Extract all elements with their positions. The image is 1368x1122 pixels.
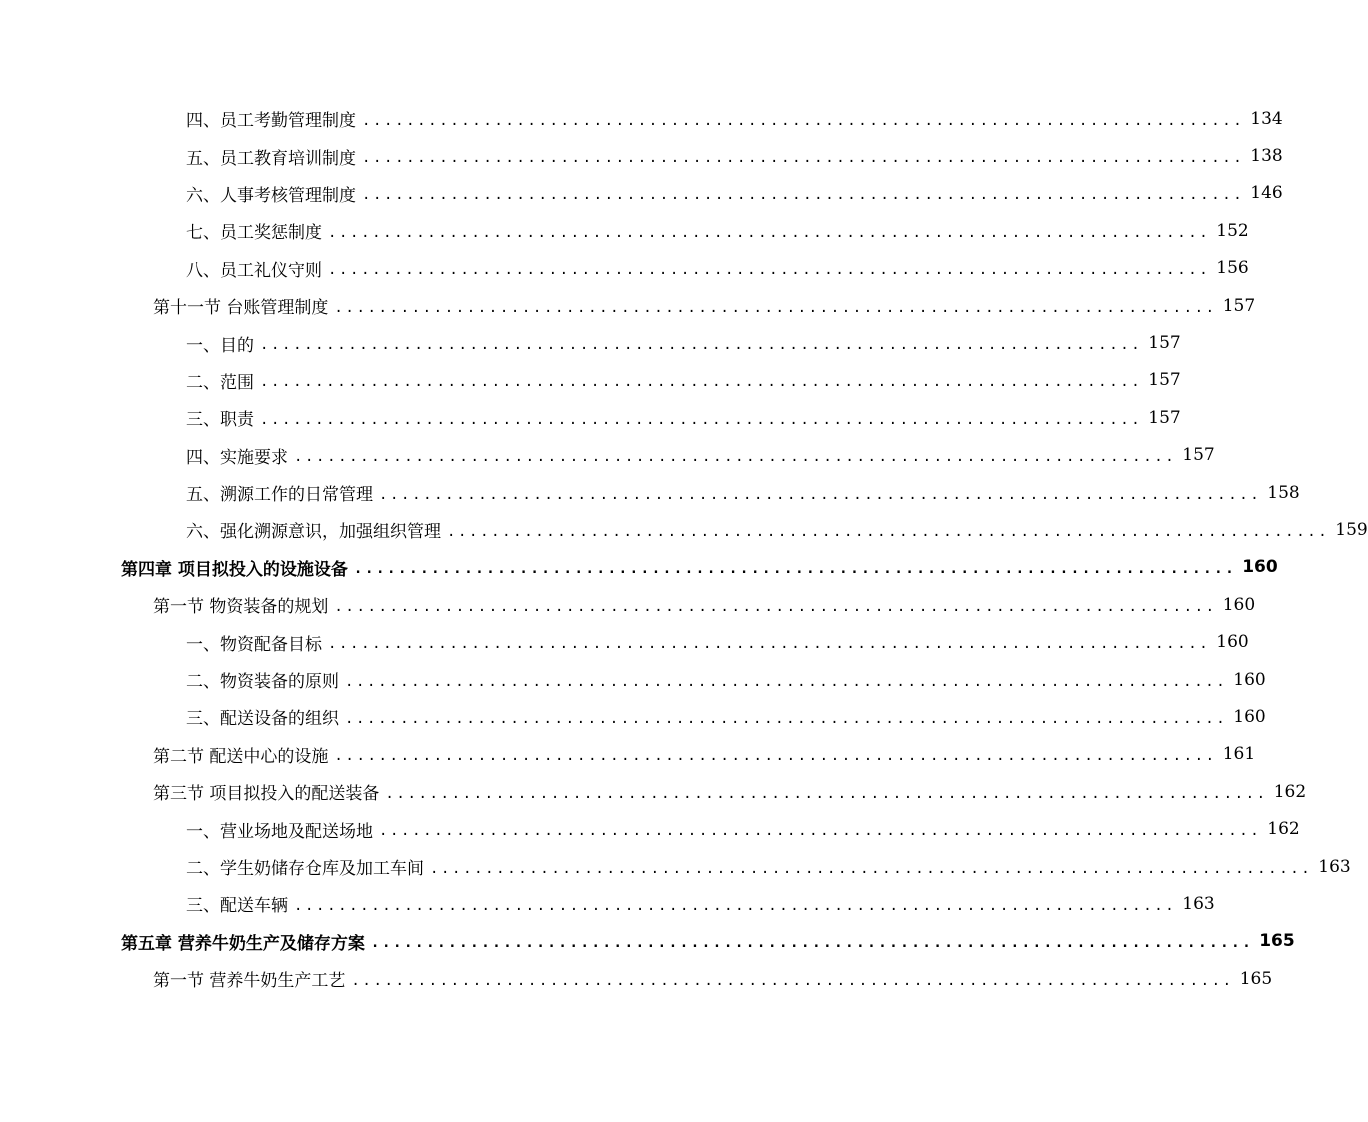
toc-entry[interactable] [0,137,1283,174]
toc-entry[interactable] [0,661,1266,698]
toc-dot-leader: ................................................................................ [334,598,1217,615]
toc-entry-title: 七、员工奖惩制度 [186,223,322,244]
toc-entry-page: 162 [1267,819,1300,840]
toc-entry-title: 第一节 物资装备的规划 [153,597,329,618]
toc-entry-title: 八、员工礼仪守则 [186,260,322,281]
toc-entry[interactable] [0,810,1300,847]
toc-entry[interactable] [0,362,1181,399]
toc-entry[interactable] [0,773,1307,810]
toc-entry-page: 160 [1242,557,1278,578]
toc-entry-page: 138 [1250,146,1283,167]
toc-entry-title: 第三节 项目拟投入的配送装备 [153,784,380,805]
toc-entry-page: 160 [1222,594,1256,615]
toc-entry-page: 157 [1148,407,1181,428]
toc-dot-leader: ................................................................................ [362,112,1245,129]
toc-dot-leader: ................................................................................ [345,710,1228,727]
toc-entry-page: 134 [1250,108,1283,129]
toc-dot-leader: ................................................................................ [345,673,1228,690]
toc-entry-page: 146 [1250,183,1283,204]
toc-entry-title: 四、员工考勤管理制度 [186,111,356,132]
toc-entry[interactable] [0,736,1256,773]
toc-dot-leader: ................................................................................ [328,262,1211,279]
toc-entry-title: 二、物资装备的原则 [186,672,339,693]
toc-dot-leader: ................................................................................ [379,486,1262,503]
toc-entry-title: 六、强化溯源意识，加强组织管理 [186,522,441,543]
toc-entry-page: 157 [1222,295,1256,316]
toc-entry-title: 一、营业场地及配送场地 [186,821,373,842]
toc-entry-page: 163 [1318,856,1351,877]
toc-entry[interactable] [0,885,1215,922]
toc-dot-leader: ................................................................................ [334,299,1217,316]
toc-entry-page: 159 [1335,519,1368,540]
toc-entry[interactable] [0,698,1266,735]
toc-entry[interactable] [0,212,1249,249]
toc-entry-title: 一、目的 [186,335,254,356]
toc-entry[interactable] [0,100,1283,137]
toc-entry-title: 第四章 项目拟投入的设施设备 [121,559,348,580]
toc-dot-leader: ................................................................................ [353,561,1237,578]
toc-dot-leader: ................................................................................ [379,823,1262,840]
toc-dot-leader: ................................................................................ [351,972,1234,989]
toc-entry[interactable] [0,399,1181,436]
toc-entry-title: 六、人事考核管理制度 [186,185,356,206]
toc-entry-title: 第十一节 台账管理制度 [153,298,329,319]
toc-entry-title: 第二节 配送中心的设施 [153,746,329,767]
toc-entry[interactable] [0,437,1215,474]
toc-entry-title: 三、配送车辆 [186,896,288,917]
toc-entry[interactable] [0,960,1273,997]
toc-dot-leader: ................................................................................ [447,523,1330,540]
toc-entry-page: 160 [1216,632,1249,653]
toc-entry-title: 一、物资配备目标 [186,634,322,655]
toc-dot-leader: ................................................................................ [260,374,1143,391]
toc-dot-leader: ................................................................................ [328,636,1211,653]
toc-dot-leader: ................................................................................ [328,224,1211,241]
toc-entry-title: 第一节 营养牛奶生产工艺 [153,971,346,992]
toc-dot-leader: ................................................................................ [260,411,1143,428]
toc-dot-leader: ................................................................................ [294,449,1177,466]
toc-entry-page: 157 [1148,333,1181,354]
toc-entry[interactable] [0,511,1368,548]
toc-dot-leader: ................................................................................ [294,897,1177,914]
table-of-contents [0,100,1368,997]
toc-entry[interactable] [0,848,1351,885]
toc-entry-title: 五、员工教育培训制度 [186,148,356,169]
toc-dot-leader: ................................................................................ [385,785,1268,802]
toc-entry-title: 第五章 营养牛奶生产及储存方案 [121,933,365,954]
toc-dot-leader: ................................................................................ [334,748,1217,765]
toc-entry-title: 二、学生奶储存仓库及加工车间 [186,859,424,879]
toc-entry-page: 161 [1222,744,1256,765]
toc-entry-page: 160 [1233,706,1266,727]
toc-entry[interactable] [0,175,1283,212]
toc-entry-page: 165 [1239,968,1273,989]
toc-entry-page: 162 [1273,781,1307,802]
toc-dot-leader: ................................................................................ [362,187,1245,204]
toc-entry[interactable] [0,623,1249,660]
toc-dot-leader: ................................................................................ [260,337,1143,354]
toc-entry-page: 156 [1216,258,1249,279]
toc-entry[interactable] [0,250,1249,287]
toc-entry-page: 158 [1267,482,1300,503]
toc-entry-title: 四、实施要求 [186,447,288,468]
toc-entry[interactable] [0,287,1256,324]
toc-dot-leader: ................................................................................ [362,150,1245,167]
toc-entry-title: 三、配送设备的组织 [186,709,339,730]
toc-entry-page: 165 [1259,931,1295,952]
toc-entry-page: 163 [1182,893,1215,914]
toc-entry[interactable] [0,549,1278,586]
toc-entry[interactable] [0,474,1300,511]
toc-entry-title: 二、范围 [186,372,254,393]
toc-entry-title: 五、溯源工作的日常管理 [186,485,373,506]
toc-entry-page: 160 [1233,669,1266,690]
toc-entry-page: 157 [1182,445,1215,466]
toc-entry[interactable] [0,923,1295,960]
toc-dot-leader: ................................................................................ [430,860,1313,877]
toc-entry-page: 152 [1216,220,1249,241]
toc-dot-leader: ................................................................................ [370,935,1254,952]
toc-entry-page: 157 [1148,370,1181,391]
toc-entry[interactable] [0,324,1181,361]
toc-entry-title: 三、职责 [186,410,254,431]
toc-entry[interactable] [0,586,1256,623]
